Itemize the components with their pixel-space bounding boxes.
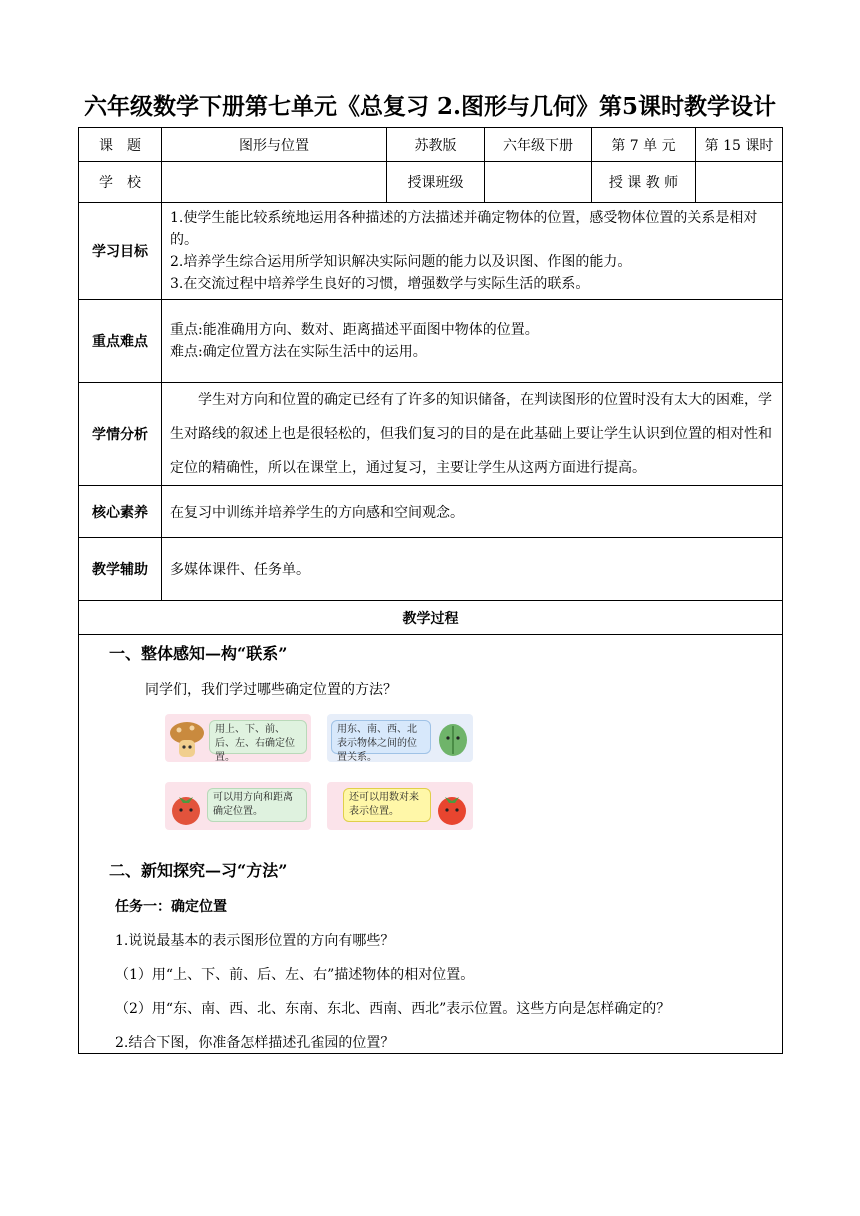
answer-card-4: [327, 782, 473, 830]
difficulty-text: 难点:确定位置方法在实际生活中的运用。: [170, 344, 427, 360]
answer-card-2: [327, 714, 473, 762]
answer-bubble-3: 可以用方向和距离确定位置。: [207, 788, 307, 822]
answer-bubble-2: 用东、南、西、北表示物体之间的位置关系。: [331, 720, 431, 754]
process-label: 教学过程: [79, 601, 783, 635]
school-label: 学 校: [79, 162, 162, 203]
section-1-heading: 一、整体感知—构“联系”: [109, 644, 288, 663]
bubble-row-1: [79, 714, 782, 778]
analysis-label: 学情分析: [79, 383, 162, 486]
task-1-answer-1b: （2）用“东、南、西、北、东南、东北、西南、西北”表示位置。这些方向是怎样确定的？: [115, 1001, 671, 1017]
school-value: [162, 162, 387, 203]
header-row-2: [79, 162, 783, 203]
literacy-label: 核心素养: [79, 486, 162, 538]
teacher-label: 授 课 教 师: [592, 162, 696, 203]
literacy-text: 在复习中训练并培养学生的方向感和空间观念。: [162, 486, 783, 538]
strawberry-character-icon: [433, 788, 471, 828]
goals-row: [79, 203, 783, 300]
goals-label: 学习目标: [79, 203, 162, 300]
publisher: 苏教版: [387, 128, 485, 162]
question-1: 同学们，我们学过哪些确定位置的方法？: [145, 682, 397, 698]
answer-card-3: [165, 782, 311, 830]
process-header-row: [79, 601, 783, 635]
focus-text: 重点:能准确用方向、数对、距离描述平面图中物体的位置。: [170, 322, 539, 338]
lesson-number: 第 15 课时: [696, 128, 783, 162]
class-label: 授课班级: [387, 162, 485, 203]
bubble-row-2: [79, 782, 782, 846]
topic-label: 课 题: [79, 128, 162, 162]
class-value: [485, 162, 592, 203]
answer-bubble-4: 还可以用数对来表示位置。: [343, 788, 431, 822]
header-row-1: [79, 128, 783, 162]
section-2-heading: 二、新知探究—习“方法”: [109, 861, 288, 880]
task-1-question-1: 1.说说最基本的表示图形位置的方向有哪些？: [115, 933, 395, 949]
lesson-plan-table: [78, 127, 783, 1054]
goals-content: [162, 203, 783, 300]
aids-text: 多媒体课件、任务单。: [162, 538, 783, 601]
task-1-answer-1a: （1）用“上、下、前、后、左、右”描述物体的相对位置。: [115, 967, 475, 983]
analysis-text: 学生对方向和位置的确定已经有了许多的知识储备，在判读图形的位置时没有太大的困难，学生对路线的叙述上也是很轻松的，但我们复习的目的是在此基础上要让学生认识到位置的相对性和定位的精确性，所以在课堂上，通过复习，主要让学生从这两方面进行提高。: [162, 383, 783, 486]
task-1-heading: 任务一：确定位置: [115, 899, 227, 915]
process-content: [79, 635, 783, 1054]
grade: 六年级下册: [485, 128, 592, 162]
keypoints-label: 重点难点: [79, 300, 162, 383]
task-1-question-2: 2.结合下图，你准备怎样描述孔雀园的位置？: [115, 1035, 395, 1051]
process-row: [79, 635, 783, 1054]
unit: 第 7 单 元: [592, 128, 696, 162]
page-title: 六年级数学下册第七单元《总复习 2.图形与几何》第5课时教学设计: [83, 93, 777, 120]
answer-bubble-1: 用上、下、前、后、左、右确定位置。: [209, 720, 307, 754]
tomato-character-icon: [167, 788, 205, 828]
aids-label: 教学辅助: [79, 538, 162, 601]
goal-item: 1.使学生能比较系统地运用各种描述的方法描述并确定物体的位置，感受物体位置的关系是相对的。: [170, 210, 758, 248]
keypoints-content: [162, 300, 783, 383]
goal-item: 3.在交流过程中培养学生良好的习惯，增强数学与实际生活的联系。: [170, 276, 590, 292]
keypoints-row: [79, 300, 783, 383]
teacher-value: [696, 162, 783, 203]
answer-card-1: [165, 714, 311, 762]
literacy-row: [79, 486, 783, 538]
leaf-character-icon: [435, 720, 471, 760]
analysis-row: [79, 383, 783, 486]
topic-value: 图形与位置: [162, 128, 387, 162]
goal-item: 2.培养学生综合运用所学知识解决实际问题的能力以及识图、作图的能力。: [170, 254, 632, 270]
aids-row: [79, 538, 783, 601]
mushroom-character-icon: [167, 718, 207, 760]
